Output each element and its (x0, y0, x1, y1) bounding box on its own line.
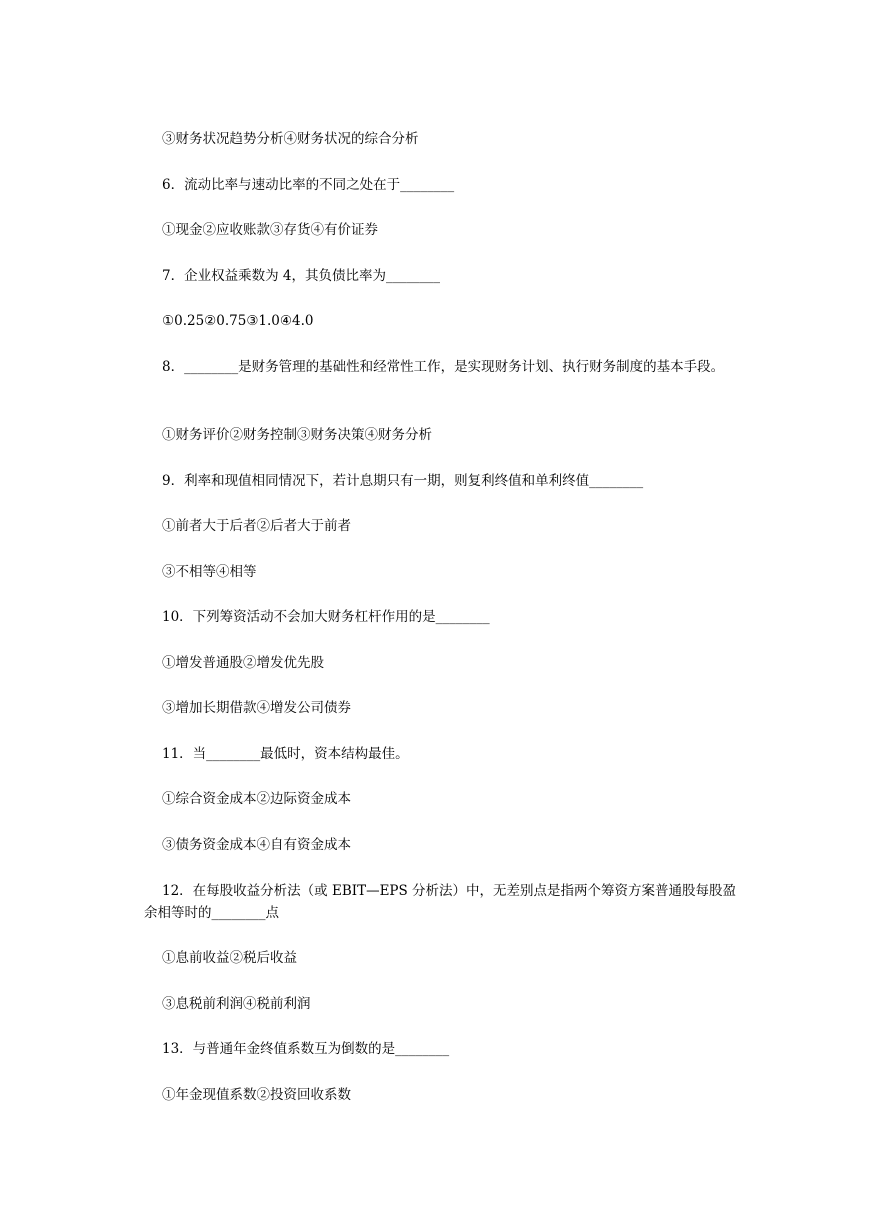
option-line: ③息税前利润④税前利润 (162, 996, 311, 1012)
option-line: ③财务状况趋势分析④财务状况的综合分析 (162, 131, 419, 147)
option-line: ③不相等④相等 (162, 564, 257, 580)
option-line: ①息前收益②税后收益 (162, 950, 297, 966)
option-line: ①综合资金成本②边际资金成本 (162, 791, 351, 807)
question-12: 12．在每股收益分析法（或 EBIT—EPS 分析法）中，无差别点是指两个筹资方案普通股每股盈余相等时的________点 (144, 883, 737, 921)
question-11: 11．当________最低时，资本结构最佳。 (162, 746, 409, 762)
option-line: ①财务评价②财务控制③财务决策④财务分析 (162, 427, 432, 443)
question-9: 9．利率和现值相同情况下，若计息期只有一期，则复利终值和单利终值________ (162, 473, 644, 489)
question-7: 7．企业权益乘数为 4，其负债比率为________ (162, 268, 440, 284)
option-line: ③增加长期借款④增发公司债券 (162, 700, 351, 716)
question-8: 8．________是财务管理的基础性和经常性工作，是实现财务计划、执行财务制度的基本手段。 (162, 359, 725, 375)
option-line: ①0.25②0.75③1.0④4.0 (162, 313, 314, 329)
question-10: 10．下列筹资活动不会加大财务杠杆作用的是________ (162, 609, 490, 625)
option-line: ③债务资金成本④自有资金成本 (162, 837, 351, 853)
option-line: ①增发普通股②增发优先股 (162, 655, 324, 671)
option-line: ①年金现值系数②投资回收系数 (162, 1087, 351, 1103)
question-6: 6．流动比率与速动比率的不同之处在于________ (162, 177, 455, 193)
question-13: 13．与普通年金终值系数互为倒数的是________ (162, 1041, 450, 1057)
option-line: ①前者大于后者②后者大于前者 (162, 518, 351, 534)
option-line: ①现金②应收账款③存货④有价证券 (162, 222, 378, 238)
